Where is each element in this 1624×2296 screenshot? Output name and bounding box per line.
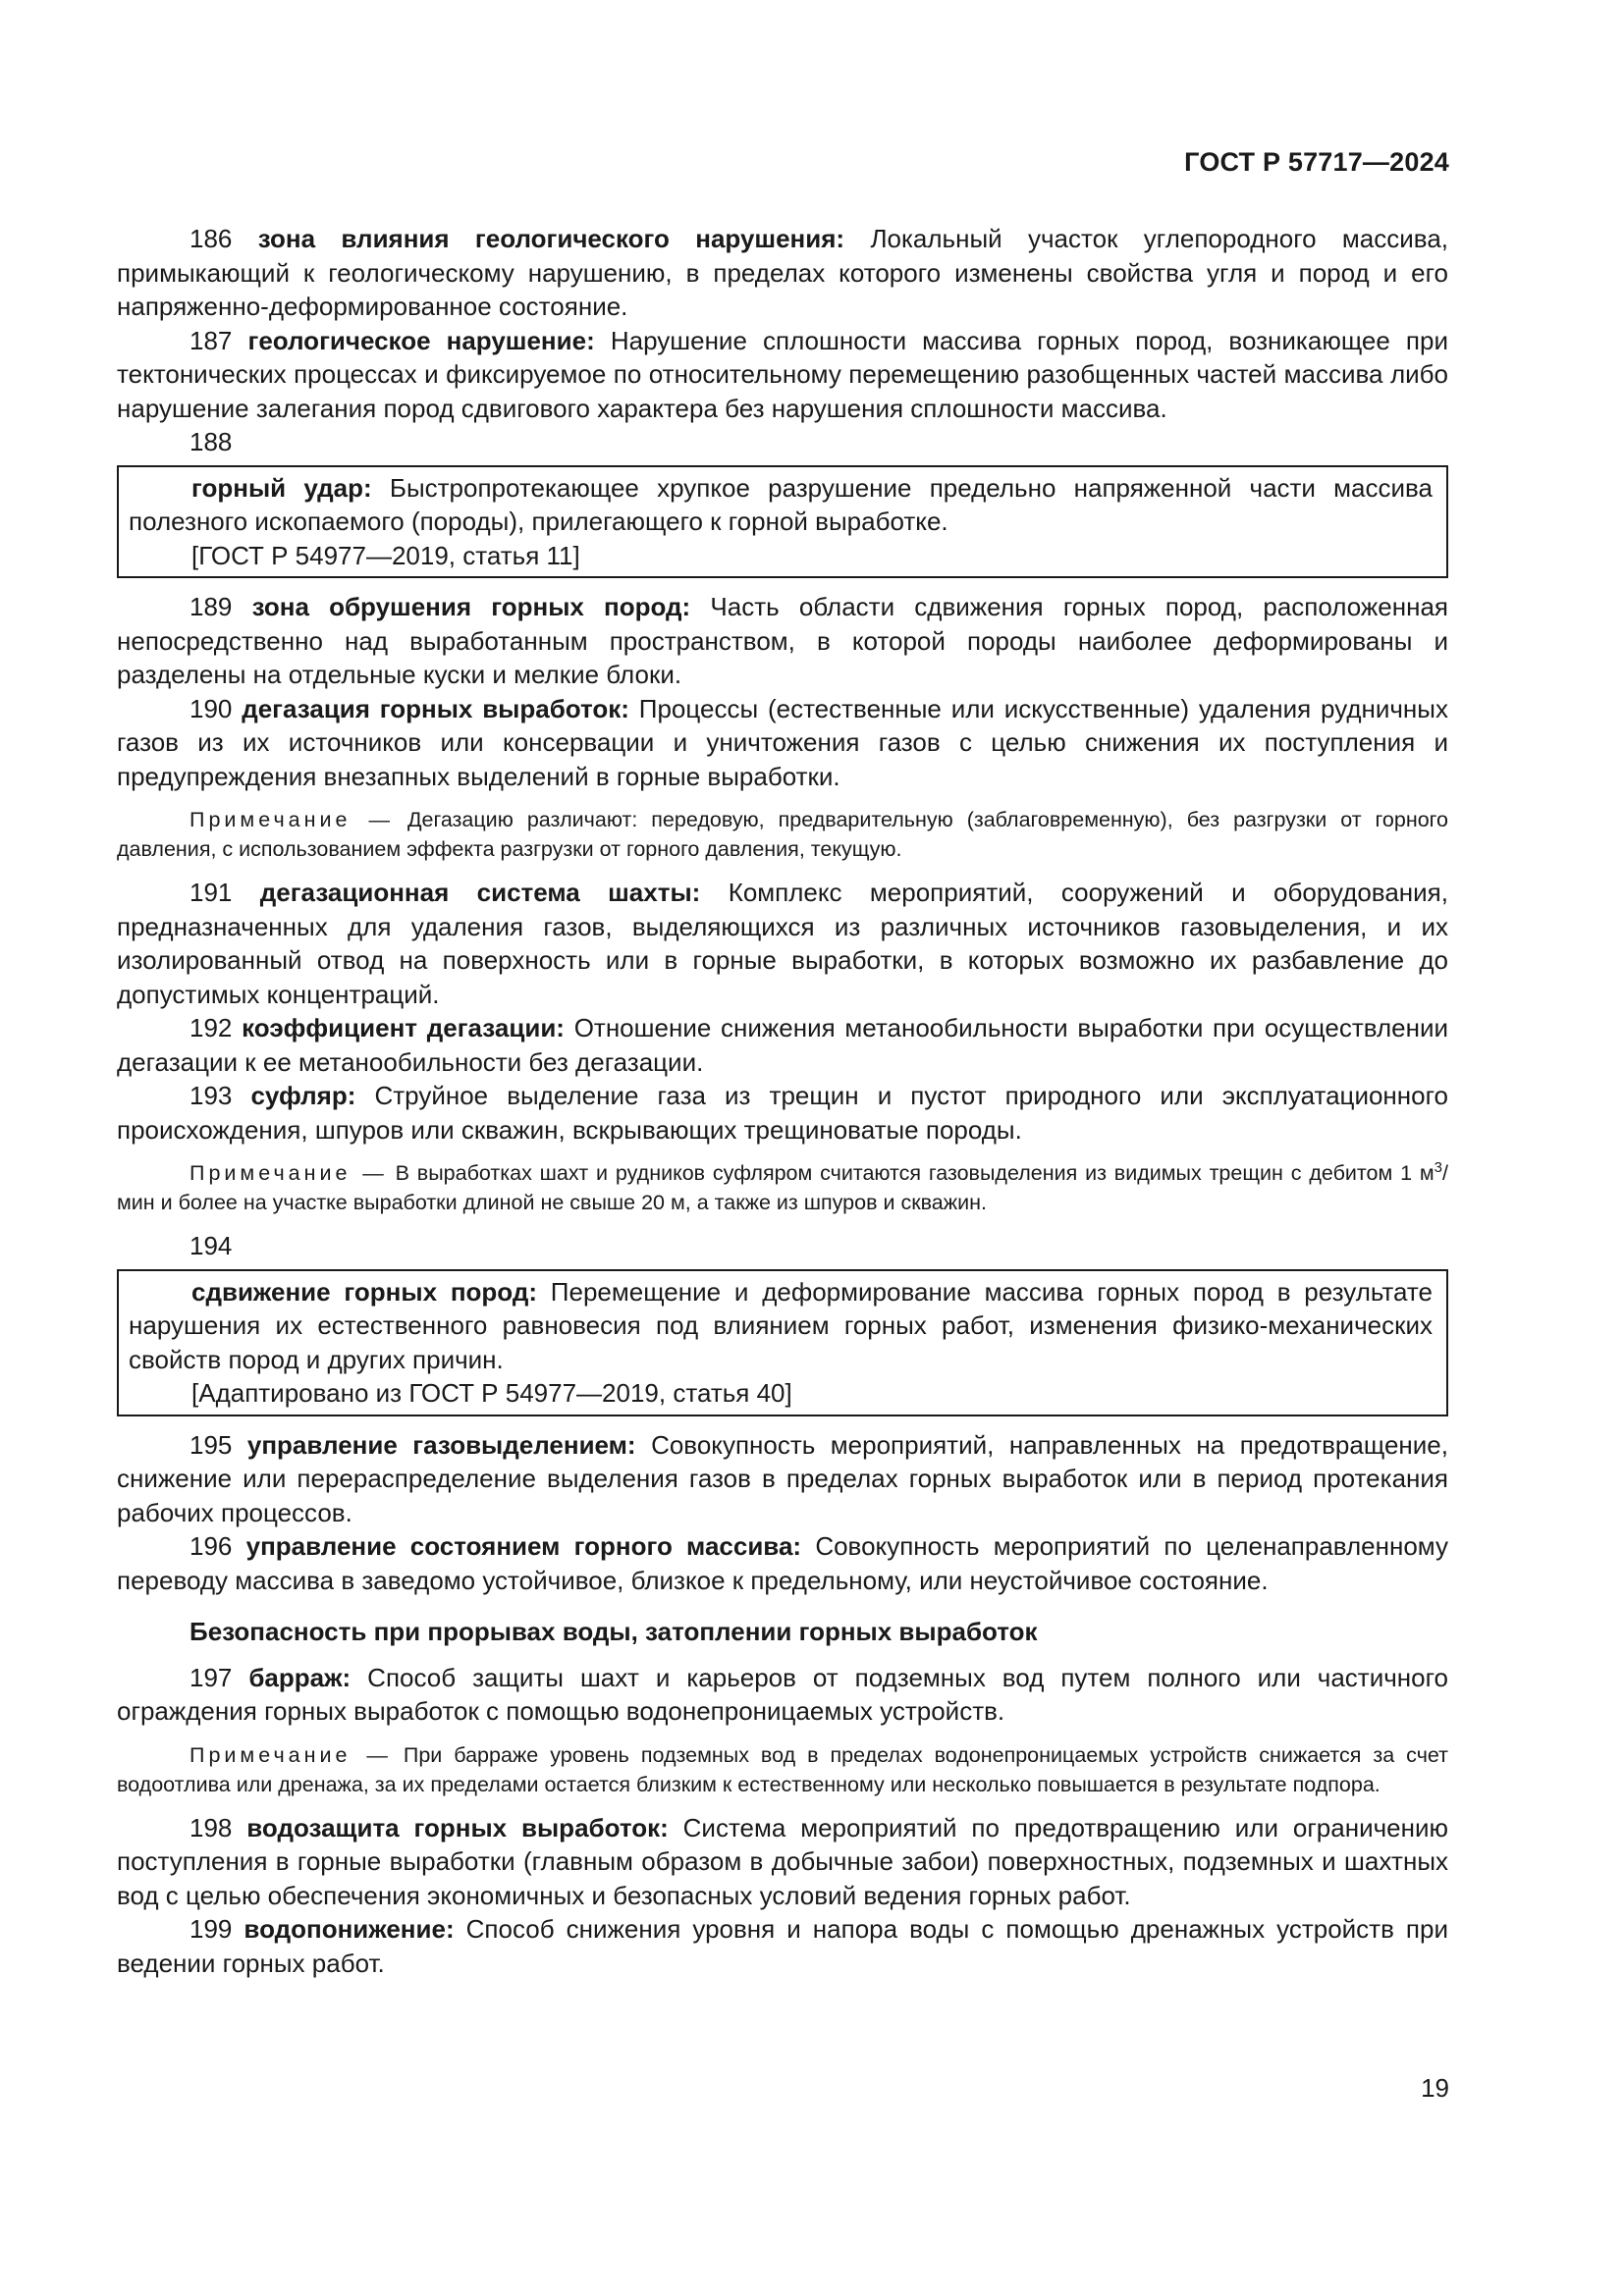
term: дегазация горных выработок:: [242, 693, 629, 723]
document-id: ГОСТ Р 57717—2024: [1184, 147, 1449, 177]
entry-196: 196 управление состоянием горного массива: Совокупность мероприятий по целенаправленному переводу массива в заведомо устойчивое, близкое к предельному, или неустойчивое состояние.: [117, 1531, 1448, 1595]
entry-199: 199 водопонижение: Способ снижения уровня и напора воды с помощью дренажных устройств при ведении горных работ.: [117, 1914, 1448, 1978]
entry-189: 189 зона обрушения горных пород: Часть области сдвижения горных пород, расположенная непосредственно над выработанным пространством, в которой породы наиболее деформированы и разделены на отдельные куски и мелкие блоки.: [117, 592, 1448, 689]
term: водопонижение:: [244, 1914, 455, 1944]
note-label: Примечание —: [189, 1161, 388, 1185]
term: управление состоянием горного массива:: [245, 1531, 802, 1561]
note-label: Примечание —: [189, 808, 394, 831]
term: коэффициент дегазации:: [242, 1013, 565, 1042]
term: зона обрушения горных пород:: [251, 592, 691, 621]
section-heading: Безопасность при прорывах воды, затоплении горных выработок: [189, 1617, 1038, 1646]
note-190: Примечание — Дегазацию различают: передовую, предварительную (заблаговременную), без разгрузки от горного давления, с использованием эффекта разгрузки от горного давления, текущую.: [117, 808, 1448, 861]
note-193: Примечание — В выработках шахт и рудников суфляром считаются газовыделения из видимых трещин с дебитом 1 $м^3$/мин и более на участке выработки длиной не свыше 20 м, а также из шпуров и скважин.: [117, 1159, 1448, 1214]
term: дегазационная система шахты:: [259, 878, 701, 907]
entry-194: сдвижение горных пород: Перемещение и деформирование массива горных пород в результате нарушения их естественного равновесия под влиянием горных работ, изменения физико-механических свойств пород и других причин.: [129, 1276, 1433, 1374]
boxed-entry-188: [117, 465, 1448, 579]
term: барраж:: [248, 1662, 352, 1692]
entry-192: 192 коэффициент дегазации: Отношение снижения метанообильности выработки при осуществлении дегазации к ее метанообильности без дегазации.: [117, 1013, 1448, 1077]
term: управление газовыделением:: [246, 1429, 636, 1460]
entry-193: 193 суфляр: Струйное выделение газа из трещин и пустот природного или эксплуатационного происхождения, шпуров или скважин, вскрывающих трещиноватые породы.: [117, 1081, 1448, 1145]
boxed-entry-194: [117, 1269, 1448, 1416]
entry-190: 190 дегазация горных выработок: Процессы (естественные или искусственные) удаления рудничных газов из их источников или консервации и уничтожения газов с целью снижения их поступления и предупреждения внезапных выделений в горные выработки.: [117, 693, 1448, 791]
entry-198: 198 водозащита горных выработок: Система мероприятий по предотвращению или ограничению поступления в горные выработки (главным образом в добычные забои) поверхностных, подземных и шахтных вод с целью обеспечения экономичных и безопасных условий ведения горных работ.: [117, 1812, 1448, 1910]
entry-187: 187 геологическое нарушение: Нарушение сплошности массива горных пород, возникающее при тектонических процессах и фиксируемое по относительному перемещению разобщенных частей массива либо нарушение залегания пород сдвигового характера без нарушения сплошности массива.: [117, 325, 1448, 423]
term: геологическое нарушение:: [247, 325, 595, 355]
entry-195: 195 управление газовыделением: Совокупность мероприятий, направленных на предотвращение, снижение или перераспределение выделения газов в пределах горных выработок или в период протекания рабочих процессов.: [117, 1429, 1448, 1527]
source-reference: [ГОСТ Р 54977—2019, статья 11]: [191, 540, 580, 570]
entry-186: 186 зона влияния геологического нарушения: Локальный участок углепородного массива, примыкающий к геологическому нарушению, в пределах которого изменены свойства угля и пород и его напряженно-деформированное состояние.: [117, 224, 1448, 321]
entry-197: 197 барраж: Способ защиты шахт и карьеров от подземных вод путем полного или частичного ограждения горных выработок с помощью водонепроницаемых устройств.: [117, 1662, 1448, 1726]
term: горный удар:: [191, 472, 372, 503]
source-reference: [Адаптировано из ГОСТ Р 54977—2019, статья 40]: [191, 1378, 792, 1408]
term: сдвижение горных пород:: [191, 1276, 537, 1307]
page-number: 19: [1421, 2073, 1449, 2103]
note-label: Примечание —: [189, 1742, 392, 1767]
note-197: Примечание — При барраже уровень подземных вод в пределах водонепроницаемых устройств снижается за счет водоотлива или дренажа, за их пределами остается близким к естественному или несколько повышается в результате подпора.: [117, 1742, 1448, 1796]
term: водозащита горных выработок:: [246, 1812, 669, 1842]
entry-191: 191 дегазационная система шахты: Комплекс мероприятий, сооружений и оборудования, предназначенных для удаления газов, выделяющихся из различных источников газовыделения, и их изолированный отвод на поверхность или в горные выработки, в которых возможно их разбавление до допустимых концентраций.: [117, 878, 1448, 1009]
document-body: [117, 222, 1448, 1980]
entry-188: горный удар: Быстропротекающее хрупкое разрушение предельно напряженной части массива полезного ископаемого (породы), прилегающего к горной выработке.: [129, 472, 1433, 536]
entry-194-number: 194: [189, 1231, 233, 1260]
term: суфляр:: [250, 1081, 356, 1110]
entry-188-number: 188: [189, 427, 233, 456]
term: зона влияния геологического нарушения:: [257, 224, 845, 253]
